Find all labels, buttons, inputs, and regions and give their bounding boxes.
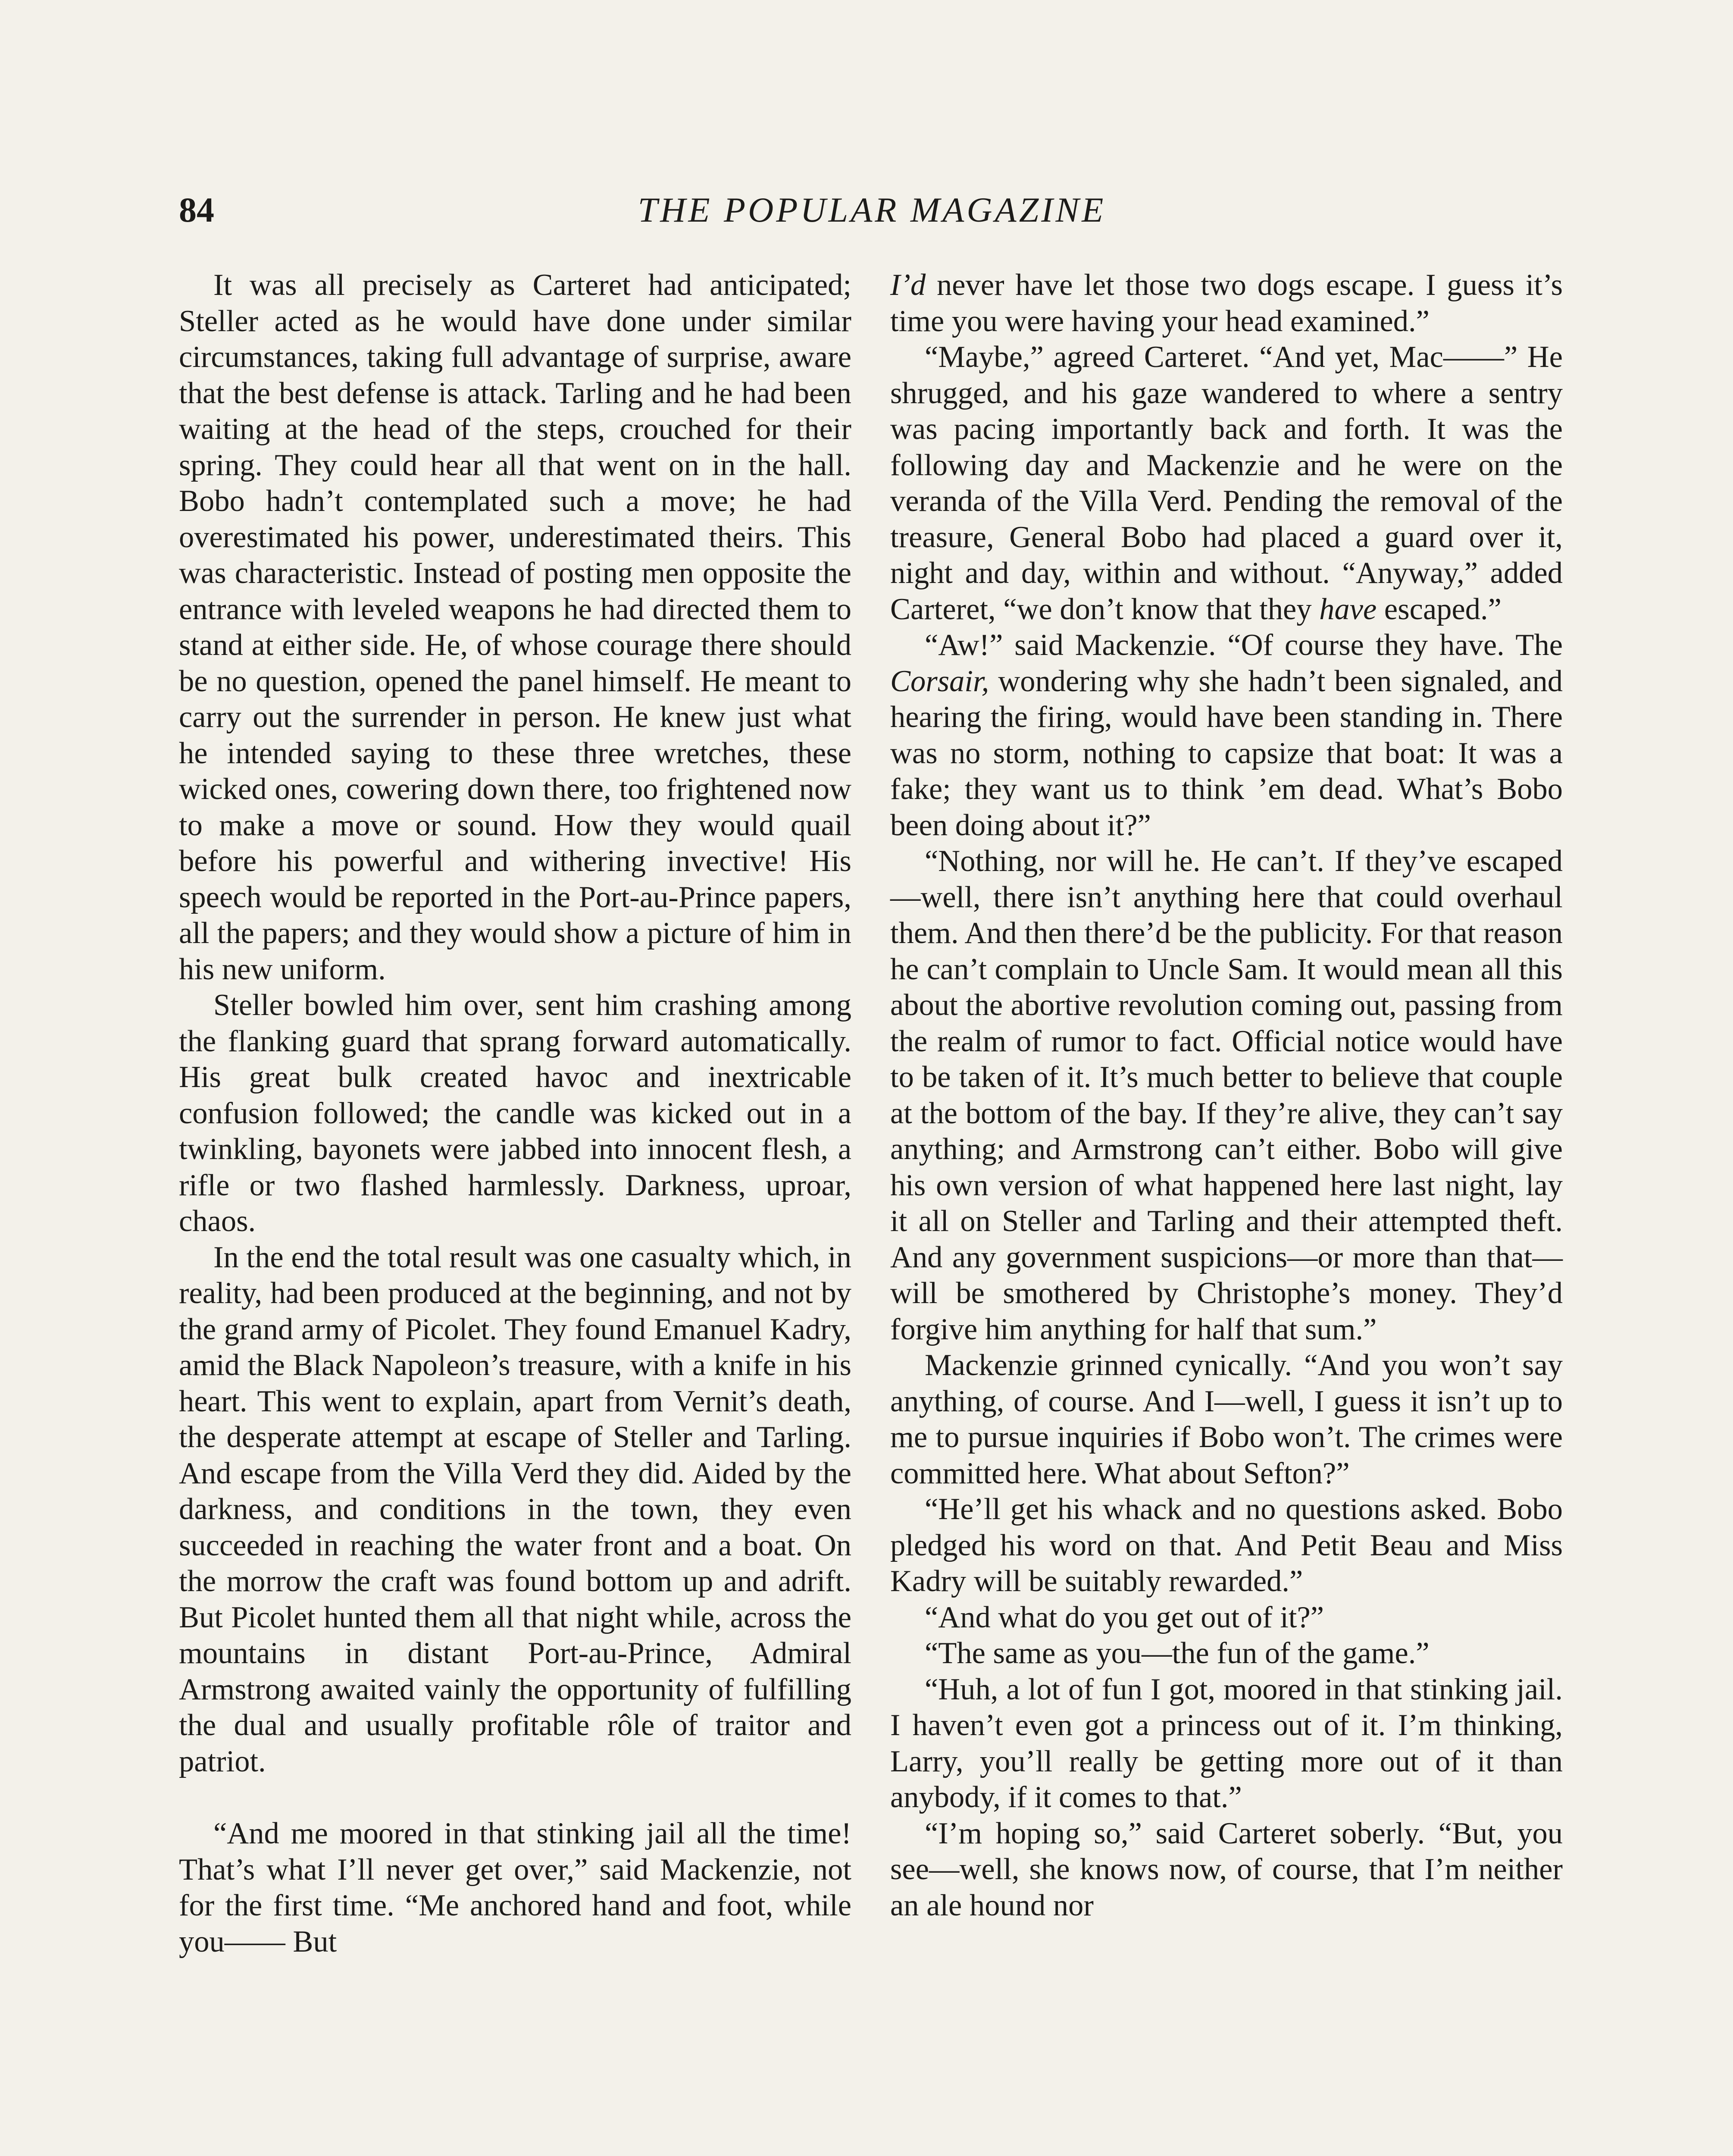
paragraph-text: “Aw!” said Mackenzie. “Of course they have. The <box>925 628 1563 662</box>
page-number: 84 <box>179 190 214 229</box>
paragraph: “He’ll get his whack and no questions asked. Bobo pledged his word on that. And Petit Beau and Miss Kadry will be suitably rewarded.” <box>890 1492 1563 1598</box>
page-header <box>179 190 1565 237</box>
paragraph: “Huh, a lot of fun I got, moored in that stinking jail. I haven’t even got a princess out of it. I’m thinking, Larry, you’ll really be getting more out of it than anybody, if it comes to that.” <box>890 1672 1563 1814</box>
italic-word: I’d <box>890 268 926 302</box>
paragraph: It was all precisely as Carteret had anticipated; Steller acted as he would have done under similar circumstances, taking full advantage of surprise, aware that the best defense is attack. Tarling and he had been waiting at the head of the steps, crouched for their spring. They could hear all that went on in the hall. Bobo hadn’t contemplated such a move; he had overestimated his power, underestimated theirs. This was characteristic. Instead of posting men opposite the entrance with leveled weapons he had directed them to stand at either side. He, of whose courage there should be no question, opened the panel himself. He meant to carry out the surrender in person. He knew just what he intended saying to these three wretches, these wicked ones, cowering down there, too frightened now to make a move or sound. How they would quail before his powerful and withering invective! His speech would be reported in the Port-au-Prince papers, all the papers; and they would show a picture of him in his new uniform. <box>179 268 851 986</box>
paragraph <box>890 267 1563 339</box>
ship-name: Corsair, <box>890 664 989 698</box>
paragraph: “And what do you get out of it?” <box>925 1600 1324 1634</box>
running-head-title: THE POPULAR MAGAZINE <box>638 190 1106 229</box>
paragraph: “Nothing, nor will he. He can’t. If they’ve escaped—well, there isn’t anything here that could overhaul them. And then there’d be the publicity. For that reason he can’t complain to Uncle Sam. It would mean all this about the abortive revolution coming out, passing from the realm of rumor to fact. Official notice would have to be taken of it. It’s much better to believe that couple at the bottom of the bay. If they’re alive, they can’t say anything; and Armstrong can’t either. Bobo will give his own version of what happened here last night, lay it all on Steller and Tarling and their attempted theft. And any government suspicions—or more than that—will be smothered by Christophe’s money. They’d forgive him anything for half that sum.” <box>890 844 1563 1346</box>
left-text-column <box>179 267 851 1960</box>
paragraph-text: escaped.” <box>1376 592 1502 626</box>
paragraph-text: wondering why she hadn’t been signaled, and hearing the firing, would have been standing in. There was no storm, nothing to capsize that boat: It was a fake; they want us to think ’em dead. What’s Bobo been doing about it?” <box>890 664 1563 842</box>
paragraph: “And me moored in that stinking jail all the time! That’s what I’ll never get over,” said Mackenzie, not for the first time. “Me anchored hand and foot, while you—— But <box>179 1817 851 1959</box>
paragraph: In the end the total result was one casualty which, in reality, had been produced at the beginning, and not by the grand army of Picolet. They found Emanuel Kadry, amid the Black Napoleon’s treasure, with a knife in his heart. This went to explain, apart from Vernit’s death, the desperate attempt at escape of Steller and Tarling. And escape from the Villa Verd they did. Aided by the darkness, and conditions in the town, they even succeeded in reaching the water front and a boat. On the morrow the craft was found bottom up and adrift. But Picolet hunted them all that night while, across the mountains in distant Port-au-Prince, Admiral Armstrong awaited vainly the opportunity of fulfilling the dual and usually profitable rôle of traitor and patriot. <box>179 1240 851 1778</box>
right-text-column <box>890 267 1563 1924</box>
paragraph <box>890 627 1563 843</box>
italic-word: have <box>1319 592 1377 626</box>
paragraph: “The same as you—the fun of the game.” <box>925 1636 1430 1670</box>
paragraph-text: never have let those two dogs escape. I guess it’s time you were having your head examined.” <box>890 268 1563 338</box>
paragraph: Steller bowled him over, sent him crashing among the flanking guard that sprang forward automatically. His great bulk created havoc and inextricable confusion followed; the candle was kicked out in a twinkling, bayonets were jabbed into innocent flesh, a rifle or two flashed harmlessly. Darkness, uproar, chaos. <box>179 988 851 1238</box>
paragraph-text: “Maybe,” agreed Carteret. “And yet, Mac——” He shrugged, and his gaze wandered to where a sentry was pacing importantly back and forth. It was the following day and Mackenzie and he were on the veranda of the Villa Verd. Pending the removal of the treasure, General Bobo had placed a guard over it, night and day, within and without. “Anyway,” added Carteret, “we don’t know that they <box>890 340 1563 626</box>
paragraph <box>890 339 1563 627</box>
paragraph: “I’m hoping so,” said Carteret soberly. “But, you see—well, she knows now, of course, that I’m neither an ale hound nor <box>890 1816 1563 1922</box>
paragraph: Mackenzie grinned cynically. “And you won’t say anything, of course. And I—well, I guess it isn’t up to me to pursue inquiries if Bobo won’t. The crimes were committed here. What about Sefton?” <box>890 1348 1563 1490</box>
